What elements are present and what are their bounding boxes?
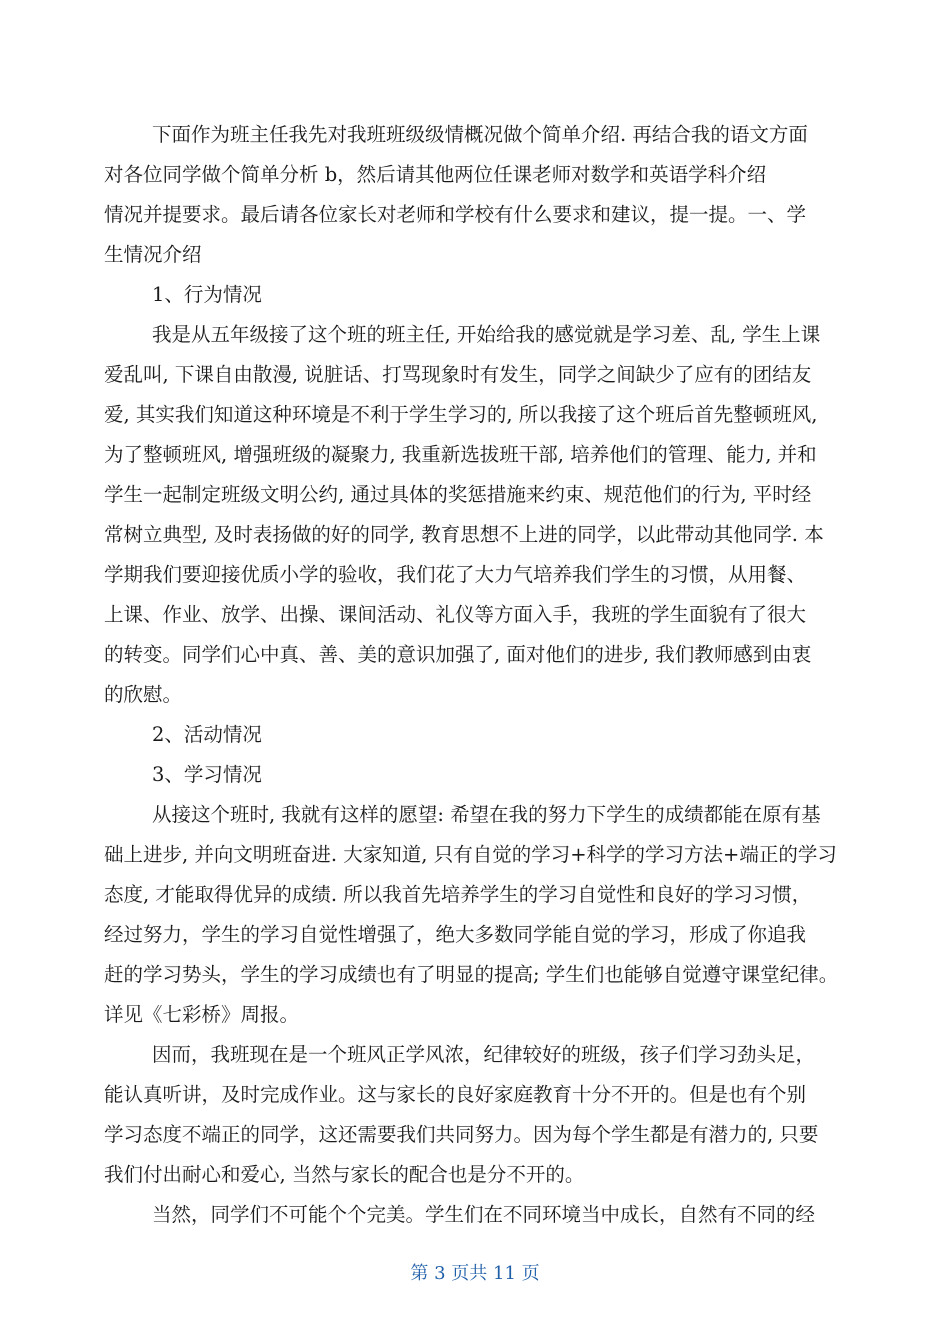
paragraph-line: 学生一起制定班级文明公约, 通过具体的奖惩措施来约束、规范他们的行为, 平时经 bbox=[104, 483, 812, 506]
paragraph-line: 经过努力，学生的学习自觉性增强了，绝大多数同学能自觉的学习，形成了你追我 bbox=[104, 923, 807, 946]
paragraph-line: 爱乱叫, 下课自由散漫, 说脏话、打骂现象时有发生，同学之间缺少了应有的团结友 bbox=[104, 363, 812, 386]
paragraph-line: 因而，我班现在是一个班风正学风浓，纪律较好的班级，孩子们学习劲头足， bbox=[152, 1043, 816, 1066]
paragraph-line: 当然，同学们不可能个个完美。学生们在不同环境当中成长，自然有不同的经 bbox=[152, 1203, 816, 1226]
paragraph-line: 1、行为情况 bbox=[152, 283, 262, 306]
paragraph-line: 态度, 才能取得优异的成绩. 所以我首先培养学生的学习自觉性和良好的学习习惯， bbox=[104, 883, 812, 906]
paragraph-line: 的欣慰。 bbox=[104, 683, 183, 706]
paragraph-line: 详见《七彩桥》周报。 bbox=[104, 1003, 300, 1026]
paragraph-line: 为了整顿班风, 增强班级的凝聚力, 我重新选拔班干部, 培养他们的管理、能力, 并和 bbox=[104, 443, 817, 466]
paragraph-line: 下面作为班主任我先对我班班级级情概况做个简单介绍. 再结合我的语文方面 bbox=[152, 123, 808, 146]
paragraph-line: 对各位同学做个简单分析 b，然后请其他两位任课老师对数学和英语学科介绍 bbox=[104, 163, 767, 186]
paragraph-line: 学期我们要迎接优质小学的验收，我们花了大力气培养我们学生的习惯，从用餐、 bbox=[104, 563, 807, 586]
paragraph-line: 础上进步, 并向文明班奋进. 大家知道, 只有自觉的学习+科学的学习方法+端正的学习 bbox=[104, 843, 837, 866]
paragraph-line: 能认真听讲，及时完成作业。这与家长的良好家庭教育十分不开的。但是也有个别 bbox=[104, 1083, 807, 1106]
paragraph-line: 我们付出耐心和爱心, 当然与家长的配合也是分不开的。 bbox=[104, 1163, 585, 1186]
paragraph-line: 学习态度不端正的同学，这还需要我们共同努力。因为每个学生都是有潜力的, 只要 bbox=[104, 1123, 819, 1146]
paragraph-line: 情况并提要求。最后请各位家长对老师和学校有什么要求和建议，提一提。一、学 bbox=[104, 203, 807, 226]
paragraph-line: 上课、作业、放学、出操、课间活动、礼仪等方面入手，我班的学生面貌有了很大 bbox=[104, 603, 807, 626]
paragraph-line: 生情况介绍 bbox=[104, 243, 202, 266]
paragraph-line: 爱, 其实我们知道这种环境是不利于学生学习的, 所以我接了这个班后首先整顿班风, bbox=[104, 403, 818, 426]
paragraph-line: 从接这个班时, 我就有这样的愿望: 希望在我的努力下学生的成绩都能在原有基 bbox=[152, 803, 821, 826]
paragraph-line: 我是从五年级接了这个班的班主任, 开始给我的感觉就是学习差、乱, 学生上课 bbox=[152, 323, 821, 346]
paragraph-line: 2、活动情况 bbox=[152, 723, 262, 746]
paragraph-line: 的转变。同学们心中真、善、美的意识加强了, 面对他们的进步, 我们教师感到由衷 bbox=[104, 643, 812, 666]
paragraph-line: 3、学习情况 bbox=[152, 763, 262, 786]
page-footer: 第 3 页共 11 页 bbox=[410, 1263, 540, 1284]
paragraph-line: 常树立典型, 及时表扬做的好的同学, 教育思想不上进的同学，以此带动其他同学. 本 bbox=[104, 523, 824, 546]
paragraph-line: 赶的学习势头，学生的学习成绩也有了明显的提高; 学生们也能够自觉遵守课堂纪律。 bbox=[104, 963, 839, 986]
